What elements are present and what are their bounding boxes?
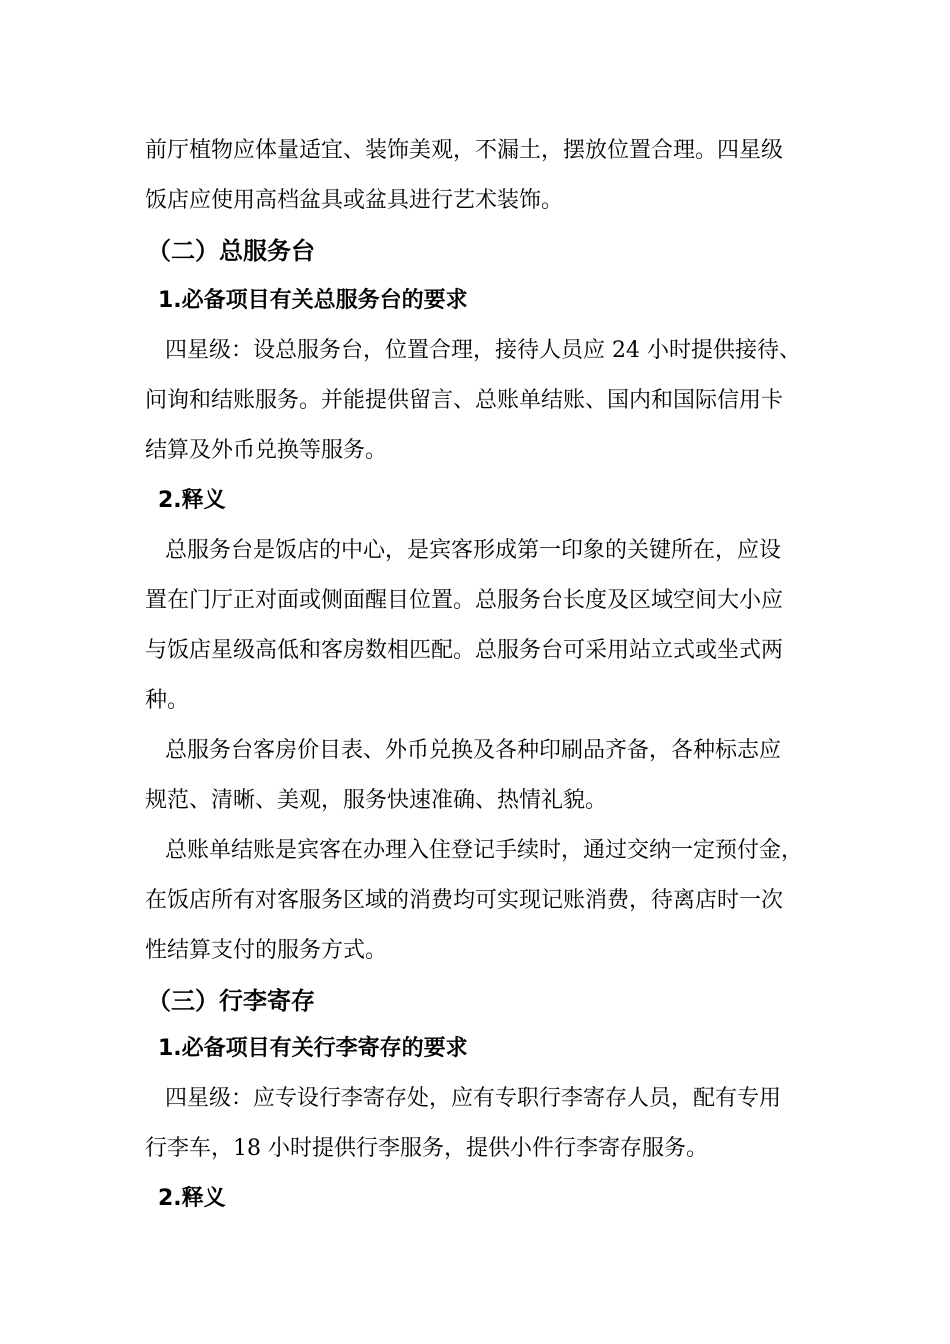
- paragraph-line: 四星级：应专设行李寄存处，应有专职行李寄存人员，配有专用: [165, 1086, 782, 1111]
- paragraph-line: 在饭店所有对客服务区域的消费均可实现记账消费，待离店时一次: [145, 888, 784, 913]
- subsection-heading: 2.释义: [158, 488, 226, 513]
- paragraph-line: 问询和结账服务。并能提供留言、总账单结账、国内和国际信用卡: [145, 388, 784, 413]
- paragraph-line: 置在门厅正对面或侧面醒目位置。总服务台长度及区域空间大小应: [145, 588, 784, 613]
- paragraph-line: 与饭店星级高低和客房数相匹配。总服务台可采用站立式或坐式两: [145, 638, 784, 663]
- paragraph-line: 四星级：设总服务台，位置合理，接待人员应 24 小时提供接待、: [165, 338, 801, 363]
- subsection-heading: 1.必备项目有关行李寄存的要求: [158, 1036, 468, 1061]
- paragraph-line: 总账单结账是宾客在办理入住登记手续时，通过交纳一定预付金，: [165, 838, 804, 863]
- section-heading: （二）总服务台: [147, 237, 315, 265]
- paragraph-line: 总服务台客房价目表、外币兑换及各种印刷品齐备，各种标志应: [165, 738, 782, 763]
- paragraph-line: 性结算支付的服务方式。: [145, 938, 388, 963]
- paragraph-line: 饭店应使用高档盆具或盆具进行艺术装饰。: [145, 188, 564, 213]
- subsection-heading: 1.必备项目有关总服务台的要求: [158, 288, 468, 313]
- paragraph-line: 种。: [145, 688, 190, 713]
- paragraph-line: 规范、清晰、美观，服务快速准确、热情礼貌。: [145, 788, 608, 813]
- paragraph-line: 行李车，18 小时提供行李服务，提供小件行李寄存服务。: [145, 1136, 708, 1161]
- paragraph-line: 总服务台是饭店的中心，是宾客形成第一印象的关键所在，应设: [165, 538, 782, 563]
- paragraph-line: 结算及外币兑换等服务。: [145, 438, 388, 463]
- section-heading: （三）行李寄存: [147, 987, 315, 1015]
- subsection-heading: 2.释义: [158, 1186, 226, 1211]
- paragraph-line: 前厅植物应体量适宜、装饰美观，不漏土，摆放位置合理。四星级: [145, 138, 784, 163]
